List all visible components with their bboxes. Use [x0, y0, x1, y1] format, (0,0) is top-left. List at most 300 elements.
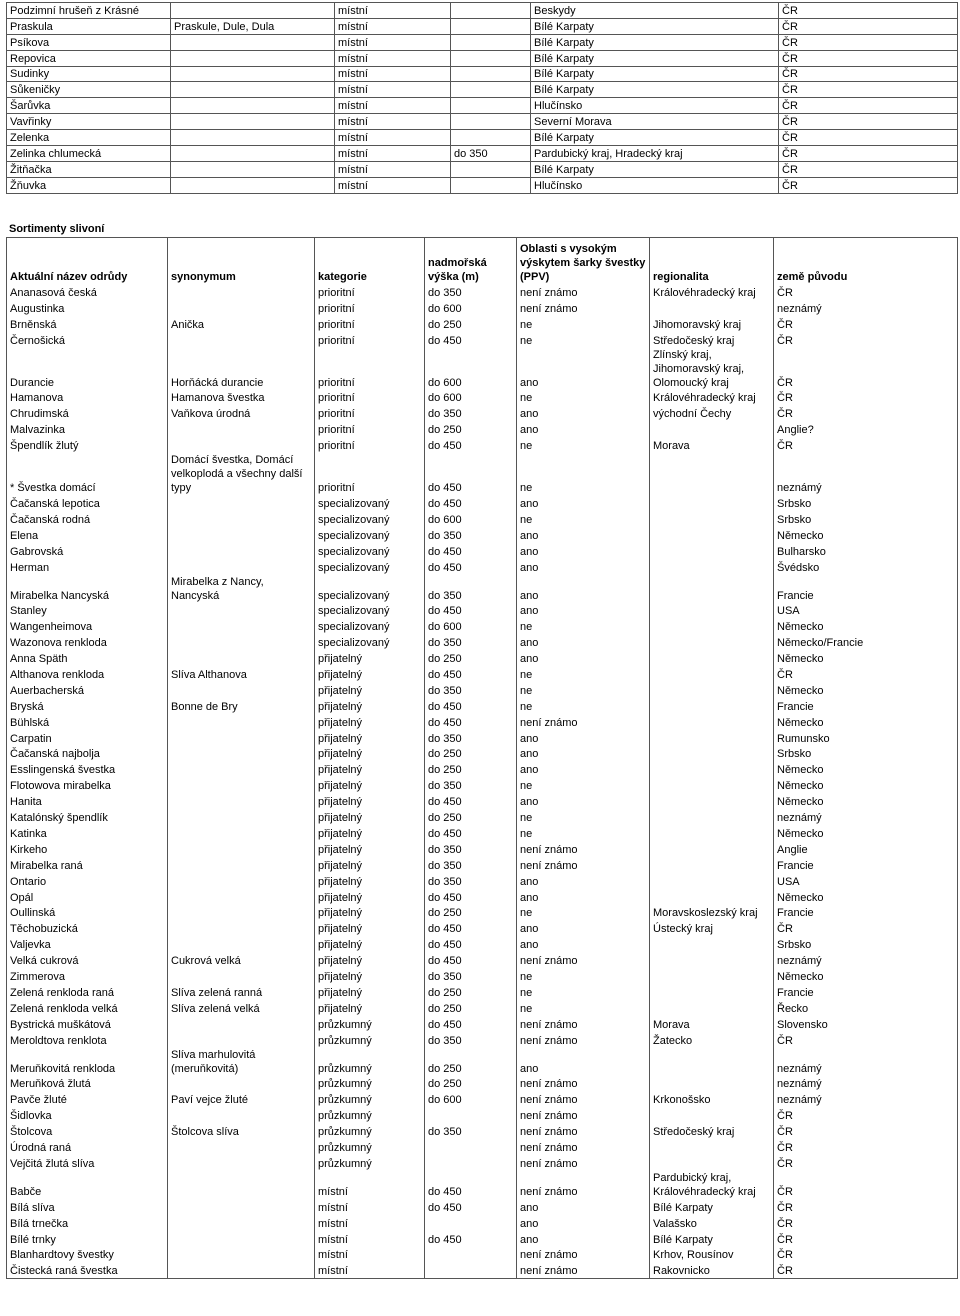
table-cell: do 350 — [425, 1123, 517, 1139]
table-cell: ne — [517, 666, 650, 682]
table-cell: ČR — [774, 920, 958, 936]
table-row — [7, 543, 958, 559]
table-cell: ne — [517, 698, 650, 714]
table-cell: Čačanská lepotica — [7, 495, 168, 511]
table-row — [7, 421, 958, 437]
table-cell: Černošická — [7, 332, 168, 348]
table-cell: Babče — [7, 1171, 168, 1199]
table-cell: ČR — [779, 130, 958, 146]
table-row — [7, 650, 958, 666]
table-cell — [171, 66, 335, 82]
table-row — [7, 1107, 958, 1123]
table-cell — [451, 34, 531, 50]
table-cell: Pardubický kraj, Královéhradecký kraj — [650, 1171, 774, 1199]
table-row — [7, 841, 958, 857]
table-cell: Stanley — [7, 603, 168, 619]
table-cell — [650, 714, 774, 730]
table-cell: místní — [335, 130, 451, 146]
table-row — [7, 98, 958, 114]
table-cell: Bílé Karpaty — [531, 130, 779, 146]
table-cell: do 450 — [425, 825, 517, 841]
table-row — [7, 1076, 958, 1092]
table-cell — [650, 936, 774, 952]
table-cell: do 250 — [425, 1048, 517, 1076]
table-cell: místní — [315, 1171, 425, 1199]
table-cell: není známo — [517, 714, 650, 730]
table-cell: neznámý — [774, 809, 958, 825]
table-row — [7, 1000, 958, 1016]
table-cell: specializovaný — [315, 634, 425, 650]
table-cell: ČR — [774, 666, 958, 682]
table-cell — [168, 793, 315, 809]
table-cell: ČR — [779, 114, 958, 130]
table-cell — [425, 1215, 517, 1231]
section-title: Sortimenty slivoní — [9, 223, 105, 235]
table-cell — [168, 421, 315, 437]
table-cell: Čačanská rodná — [7, 511, 168, 527]
table-cell — [650, 453, 774, 495]
table-cell — [650, 841, 774, 857]
table-cell — [168, 1199, 315, 1215]
table-cell: do 250 — [425, 905, 517, 921]
table-cell: přijatelný — [315, 809, 425, 825]
table-cell — [171, 177, 335, 193]
table-cell — [425, 1262, 517, 1278]
table-cell: Mirabelka raná — [7, 857, 168, 873]
table-cell: do 450 — [425, 1016, 517, 1032]
table-cell — [650, 857, 774, 873]
table-row — [7, 1231, 958, 1247]
table-cell: není známo — [517, 1155, 650, 1171]
table-cell: Zelinka chlumecká — [7, 146, 171, 162]
table-cell: Německo — [774, 825, 958, 841]
table-cell: východní Čechy — [650, 405, 774, 421]
table-cell: není známo — [517, 1247, 650, 1263]
table-cell: přijatelný — [315, 714, 425, 730]
table-cell: ČR — [774, 284, 958, 300]
table-cell: není známo — [517, 1016, 650, 1032]
table-cell: ČR — [774, 437, 958, 453]
table-cell: Meruňkovitá renkloda — [7, 1048, 168, 1076]
table-cell — [650, 559, 774, 575]
table-row — [7, 18, 958, 34]
table-cell: Sůkeničky — [7, 82, 171, 98]
table-cell — [168, 284, 315, 300]
table-cell: ČR — [774, 1123, 958, 1139]
table-cell: prioritní — [315, 437, 425, 453]
table-cell: do 450 — [425, 495, 517, 511]
table-cell: neznámý — [774, 1076, 958, 1092]
table-cell: prioritní — [315, 332, 425, 348]
table-cell — [650, 698, 774, 714]
table-row — [7, 284, 958, 300]
table-cell: ne — [517, 968, 650, 984]
table-cell: Podzimní hrušeň z Krásné — [7, 3, 171, 19]
table-cell — [650, 793, 774, 809]
table-cell — [168, 889, 315, 905]
table-cell: průzkumný — [315, 1155, 425, 1171]
table-cell — [168, 714, 315, 730]
table-cell — [650, 1076, 774, 1092]
table-cell: neznámý — [774, 1048, 958, 1076]
table-cell: Repovica — [7, 50, 171, 66]
table-cell: Německo — [774, 527, 958, 543]
table-cell: ne — [517, 825, 650, 841]
table-cell: Pavče žluté — [7, 1091, 168, 1107]
table-cell — [168, 936, 315, 952]
table-cell: neznámý — [774, 952, 958, 968]
table-cell — [650, 495, 774, 511]
table-cell: Žatecko — [650, 1032, 774, 1048]
column-header: Oblasti s vysokým výskytem šarky švestky (PPV) — [517, 238, 650, 285]
table-cell — [451, 50, 531, 66]
table-cell: Bílé trnky — [7, 1231, 168, 1247]
table-cell: ČR — [774, 1247, 958, 1263]
table-cell: Německo — [774, 761, 958, 777]
table-cell — [168, 1247, 315, 1263]
table-cell: Kirkeho — [7, 841, 168, 857]
table-cell: přijatelný — [315, 968, 425, 984]
table-cell: Chrudimská — [7, 405, 168, 421]
table-cell: ne — [517, 511, 650, 527]
table-cell: Bílá trnečka — [7, 1215, 168, 1231]
table-cell — [168, 332, 315, 348]
table-cell: místní — [335, 177, 451, 193]
table-cell: do 350 — [425, 682, 517, 698]
table-cell — [168, 841, 315, 857]
table-cell: specializovaný — [315, 575, 425, 603]
table-row — [7, 50, 958, 66]
table-cell: ČR — [774, 1262, 958, 1278]
table-cell: Elena — [7, 527, 168, 543]
table-cell: do 350 — [425, 841, 517, 857]
table-cell: specializovaný — [315, 527, 425, 543]
table-cell — [171, 34, 335, 50]
varieties-table-continued — [6, 2, 958, 194]
table-row — [7, 1091, 958, 1107]
table-cell: Srbsko — [774, 495, 958, 511]
table-cell: Esslingenská švestka — [7, 761, 168, 777]
table-cell — [168, 873, 315, 889]
table-row — [7, 390, 958, 406]
table-cell — [168, 1032, 315, 1048]
table-cell: Psíkova — [7, 34, 171, 50]
table-cell: přijatelný — [315, 650, 425, 666]
table-cell — [168, 527, 315, 543]
table-cell: Špendlík žlutý — [7, 437, 168, 453]
table-cell — [650, 889, 774, 905]
table-row — [7, 348, 958, 390]
table-cell: přijatelný — [315, 777, 425, 793]
table-cell: není známo — [517, 857, 650, 873]
table-cell: do 250 — [425, 316, 517, 332]
table-cell: prioritní — [315, 284, 425, 300]
column-header: synonymum — [168, 238, 315, 285]
table-cell: místní — [335, 82, 451, 98]
table-cell — [168, 437, 315, 453]
table-cell — [168, 495, 315, 511]
table-cell — [168, 650, 315, 666]
table-cell: Pardubický kraj, Hradecký kraj — [531, 146, 779, 162]
table-cell: do 450 — [425, 952, 517, 968]
table-cell: ČR — [779, 82, 958, 98]
table-cell: místní — [335, 18, 451, 34]
table-cell: do 450 — [425, 1199, 517, 1215]
table-cell: ČR — [779, 177, 958, 193]
table-cell: ČR — [779, 161, 958, 177]
table-cell — [171, 146, 335, 162]
table-cell: místní — [335, 114, 451, 130]
table-cell — [650, 873, 774, 889]
table-cell — [425, 1155, 517, 1171]
table-cell — [168, 603, 315, 619]
table-cell: Velká cukrová — [7, 952, 168, 968]
table-cell: Úrodná raná — [7, 1139, 168, 1155]
table-cell: Štolcova slíva — [168, 1123, 315, 1139]
table-cell: Středočeský kraj — [650, 1123, 774, 1139]
table-cell: Francie — [774, 857, 958, 873]
table-cell: Katinka — [7, 825, 168, 841]
table-cell: Bulharsko — [774, 543, 958, 559]
table-cell: přijatelný — [315, 889, 425, 905]
table-row — [7, 1123, 958, 1139]
table-cell: do 350 — [425, 527, 517, 543]
table-cell: místní — [335, 34, 451, 50]
table-cell — [168, 1107, 315, 1123]
table-cell: Zimmerova — [7, 968, 168, 984]
table-cell: prioritní — [315, 405, 425, 421]
table-cell: specializovaný — [315, 543, 425, 559]
table-cell: není známo — [517, 1091, 650, 1107]
table-cell: přijatelný — [315, 920, 425, 936]
table-cell: Francie — [774, 984, 958, 1000]
table-cell: do 350 — [425, 575, 517, 603]
table-cell: do 450 — [425, 1231, 517, 1247]
table-row — [7, 1215, 958, 1231]
table-cell: Bílé Karpaty — [531, 66, 779, 82]
table-cell — [650, 730, 774, 746]
table-row — [7, 968, 958, 984]
table-cell: Královéhradecký kraj — [650, 284, 774, 300]
column-header: země původu — [774, 238, 958, 285]
table-cell: specializovaný — [315, 559, 425, 575]
table-cell: Švédsko — [774, 559, 958, 575]
table-cell: místní — [315, 1262, 425, 1278]
table-cell: do 450 — [425, 332, 517, 348]
table-cell: neznámý — [774, 300, 958, 316]
table-cell — [451, 130, 531, 146]
table-cell: Čačanská najbolja — [7, 746, 168, 762]
table-cell: Malvazinka — [7, 421, 168, 437]
table-cell: Krkonošsko — [650, 1091, 774, 1107]
table-cell: Německo — [774, 682, 958, 698]
table-cell: specializovaný — [315, 618, 425, 634]
table-cell: ČR — [779, 50, 958, 66]
table-row — [7, 405, 958, 421]
table-cell: ano — [517, 575, 650, 603]
table-cell — [650, 1000, 774, 1016]
table-row — [7, 603, 958, 619]
table-cell: Paví vejce žluté — [168, 1091, 315, 1107]
table-cell — [650, 1107, 774, 1123]
table-cell: Zelená renkloda velká — [7, 1000, 168, 1016]
table-cell: Anglie? — [774, 421, 958, 437]
table-cell: Cukrová velká — [168, 952, 315, 968]
table-row — [7, 300, 958, 316]
table-cell: Bühlská — [7, 714, 168, 730]
table-cell: Beskydy — [531, 3, 779, 19]
table-cell: do 350 — [425, 873, 517, 889]
table-cell: do 350 — [425, 730, 517, 746]
table-cell: ČR — [779, 98, 958, 114]
table-row — [7, 920, 958, 936]
table-cell: ne — [517, 453, 650, 495]
table-cell — [650, 1139, 774, 1155]
table-cell: Bílé Karpaty — [531, 161, 779, 177]
table-cell — [650, 809, 774, 825]
table-cell: Ústecký kraj — [650, 920, 774, 936]
table-cell: do 250 — [425, 809, 517, 825]
table-cell: Vaňkova úrodná — [168, 405, 315, 421]
table-cell: ano — [517, 1231, 650, 1247]
table-row — [7, 698, 958, 714]
table-cell: přijatelný — [315, 746, 425, 762]
table-cell: není známo — [517, 952, 650, 968]
table-cell: Krhov, Rousínov — [650, 1247, 774, 1263]
table-cell: ano — [517, 1199, 650, 1215]
table-cell: Slovensko — [774, 1016, 958, 1032]
table-cell: ne — [517, 437, 650, 453]
table-row — [7, 905, 958, 921]
table-cell: do 450 — [425, 698, 517, 714]
table-cell — [168, 777, 315, 793]
table-cell: ne — [517, 618, 650, 634]
table-cell — [650, 984, 774, 1000]
table-row — [7, 634, 958, 650]
table-cell — [451, 114, 531, 130]
table-cell: Bílé Karpaty — [531, 34, 779, 50]
table-row — [7, 495, 958, 511]
table-cell — [168, 1155, 315, 1171]
table-cell — [168, 1215, 315, 1231]
table-cell: Rumunsko — [774, 730, 958, 746]
table-cell: do 450 — [425, 603, 517, 619]
table-cell: Zlínský kraj, Jihomoravský kraj, Olomoucký kraj — [650, 348, 774, 390]
table-row — [7, 130, 958, 146]
table-cell: prioritní — [315, 390, 425, 406]
table-cell: ano — [517, 348, 650, 390]
table-cell — [425, 1107, 517, 1123]
table-cell — [650, 777, 774, 793]
table-cell — [168, 746, 315, 762]
table-cell: do 450 — [425, 543, 517, 559]
table-cell: přijatelný — [315, 793, 425, 809]
table-cell: přijatelný — [315, 666, 425, 682]
table-cell — [168, 1139, 315, 1155]
table-cell: Anna Späth — [7, 650, 168, 666]
table-cell: místní — [335, 98, 451, 114]
table-cell: místní — [315, 1231, 425, 1247]
table-cell: Praskule, Dule, Dula — [171, 18, 335, 34]
table-cell — [168, 559, 315, 575]
table-row — [7, 316, 958, 332]
table-cell: Gabrovská — [7, 543, 168, 559]
table-cell: ČR — [774, 348, 958, 390]
table-cell: Jihomoravský kraj — [650, 316, 774, 332]
table-cell: Horňácká durancie — [168, 348, 315, 390]
table-cell: prioritní — [315, 453, 425, 495]
table-row — [7, 453, 958, 495]
table-header-row — [7, 238, 958, 285]
table-cell: ČR — [774, 1107, 958, 1123]
table-cell — [650, 300, 774, 316]
column-header: Aktuální název odrůdy — [7, 238, 168, 285]
table-cell: Čistecká raná švestka — [7, 1262, 168, 1278]
table-cell: Německo/Francie — [774, 634, 958, 650]
table-row — [7, 1155, 958, 1171]
table-cell: Bonne de Bry — [168, 698, 315, 714]
table-cell — [171, 161, 335, 177]
table-cell: prioritní — [315, 300, 425, 316]
table-cell: neznámý — [774, 1091, 958, 1107]
table-cell: Německo — [774, 793, 958, 809]
table-cell: Brněnská — [7, 316, 168, 332]
table-cell — [451, 177, 531, 193]
table-cell: Hamanova švestka — [168, 390, 315, 406]
table-cell: ano — [517, 746, 650, 762]
table-row — [7, 1247, 958, 1263]
table-cell: přijatelný — [315, 761, 425, 777]
table-cell — [451, 161, 531, 177]
table-row — [7, 82, 958, 98]
table-cell: Královéhradecký kraj — [650, 390, 774, 406]
table-cell: * Švestka domácí — [7, 453, 168, 495]
table-row — [7, 618, 958, 634]
table-cell: Bílé Karpaty — [650, 1231, 774, 1247]
table-cell: ne — [517, 905, 650, 921]
table-cell: specializovaný — [315, 511, 425, 527]
table-cell — [168, 1231, 315, 1247]
table-cell: do 250 — [425, 761, 517, 777]
table-cell: Althanova renkloda — [7, 666, 168, 682]
table-cell: Francie — [774, 698, 958, 714]
table-cell — [168, 1262, 315, 1278]
table-cell: přijatelný — [315, 984, 425, 1000]
table-cell: ne — [517, 390, 650, 406]
table-cell: místní — [315, 1247, 425, 1263]
table-cell: ČR — [774, 1155, 958, 1171]
table-cell: do 350 — [425, 1032, 517, 1048]
table-cell: Hanita — [7, 793, 168, 809]
table-row — [7, 873, 958, 889]
table-cell: Katalónský špendlík — [7, 809, 168, 825]
table-cell: ne — [517, 682, 650, 698]
table-cell: do 600 — [425, 390, 517, 406]
table-cell: není známo — [517, 1076, 650, 1092]
table-row — [7, 809, 958, 825]
table-cell: Srbsko — [774, 936, 958, 952]
table-cell — [168, 905, 315, 921]
table-cell: Bílé Karpaty — [531, 82, 779, 98]
table-cell: průzkumný — [315, 1091, 425, 1107]
table-row — [7, 666, 958, 682]
table-cell: Šarůvka — [7, 98, 171, 114]
table-cell — [451, 18, 531, 34]
table-cell: Bílé Karpaty — [531, 50, 779, 66]
table-cell — [650, 511, 774, 527]
table-cell: ČR — [774, 1139, 958, 1155]
table-cell: neznámý — [774, 453, 958, 495]
